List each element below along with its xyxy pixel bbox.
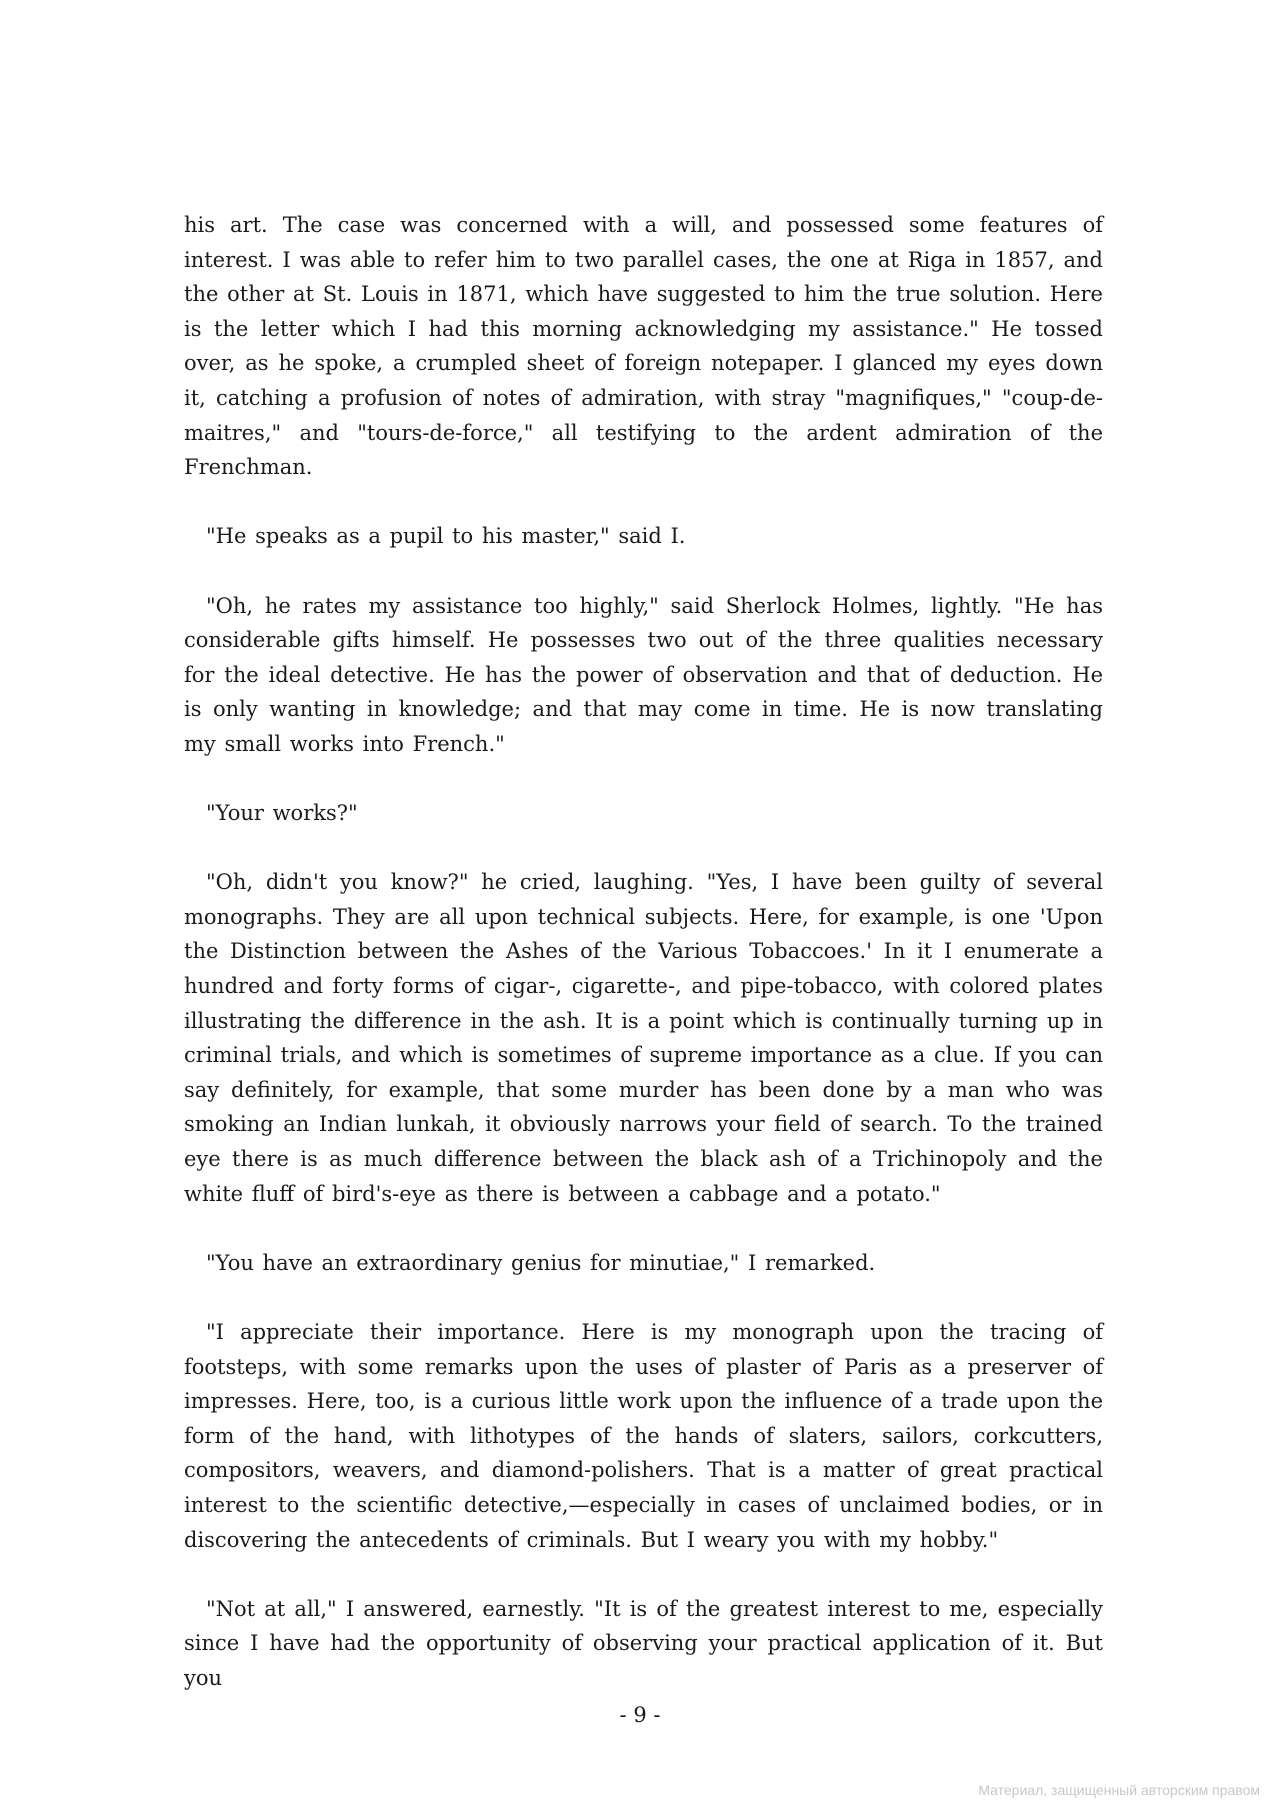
body-text [184,208,1103,1730]
paragraph: "He speaks as a pupil to his master," said I. [206,524,686,549]
paragraph: "You have an extraordinary genius for minutiae," I remarked. [206,1250,876,1275]
paragraph: his art. The case was concerned with a will, and possessed some features of interest. I was able to refer him to two parallel cases, the one at Riga in 1857, and the other at St. Louis in 1871, which have suggested to him the true solution. Here is the letter which I had this morning acknowledging my assistance." He tossed over, as he spoke, a crumpled sheet of foreign notepaper. I glanced my eyes down it, catching a profusion of notes of admiration, with stray "magnifiques," "coup-de-maitres," and "tours-de-force," all testifying to the ardent admiration of the Frenchman. [184,213,1103,480]
paragraph: "Not at all," I answered, earnestly. "It is of the greatest interest to me, especially since I have had the opportunity of observing your practical application of it. But you [184,1596,1103,1690]
page-number: - 9 - [619,1703,661,1727]
paragraph: "I appreciate their importance. Here is my monograph upon the tracing of footsteps, with some remarks upon the uses of plaster of Paris as a preserver of impresses. Here, too, is a curious little work upon the influence of a trade upon the form of the hand, with lithotypes of the hands of slaters, sailors, corkcutters, compositors, weavers, and diamond-polishers. That is a matter of great practical interest to the scientific detective,—especially in cases of unclaimed bodies, or in discovering the antecedents of criminals. But I weary you with my hobby." [184,1320,1103,1552]
copyright-watermark: Материал, защищенный авторским правом [978,1782,1260,1798]
paragraph: "Oh, didn't you know?" he cried, laughing. "Yes, I have been guilty of several monographs. They are all upon technical subjects. Here, for example, is one 'Upon the Distinction between the Ashes of the Various Tobaccoes.' In it I enumerate a hundred and forty forms of cigar-, cigarette-, and pipe-tobacco, with colored plates illustrating the difference in the ash. It is a point which is continually turning up in criminal trials, and which is sometimes of supreme importance as a clue. If you can say definitely, for example, that some murder has been done by a man who was smoking an Indian lunkah, it obviously narrows your field of search. To the trained eye there is as much difference between the black ash of a Trichinopoly and the white fluff of bird's-eye as there is between a cabbage and a potato." [184,870,1103,1206]
paragraph: "Oh, he rates my assistance too highly," said Sherlock Holmes, lightly. "He has considerable gifts himself. He possesses two out of the three qualities necessary for the ideal detective. He has the power of observation and that of deduction. He is only wanting in knowledge; and that may come in time. He is now translating my small works into French." [184,593,1103,756]
paragraph: "Your works?" [206,801,358,826]
